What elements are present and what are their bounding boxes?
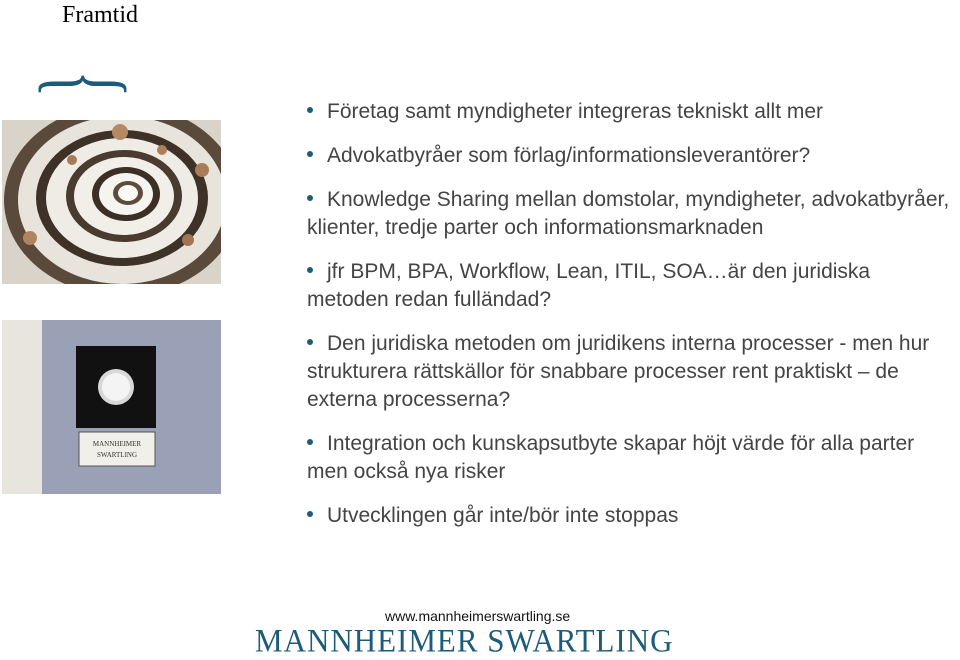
bullet-item [307,258,957,314]
bullet-text: jfr BPM, BPA, Workflow, Lean, ITIL, SOA…är den juridiska metoden redan fulländad? [307,260,871,311]
spiral-staircase-photo [2,120,221,284]
bullet-text: Advokatbyråer som förlag/informationsleverantörer? [327,144,811,167]
plate-text-line1: MANNHEIMER [92,440,142,448]
bullet-dot-icon [307,107,313,113]
bullet-dot-icon [307,267,313,273]
bullet-item [307,430,957,486]
bullet-dot-icon [307,195,313,201]
bullet-dot-icon [307,439,313,445]
bullet-text: Integration och kunskapsutbyte skapar höjt värde för alla parter men också nya risker [307,432,915,483]
slide-title: Framtid [62,2,138,28]
bullet-item [307,502,957,530]
bullet-item [307,330,957,414]
bullet-text: Den juridiska metoden om juridikens interna processer - men hur strukturera rättskällor för snabbare processer rent praktiskt – de externa processerna? [307,332,930,411]
bullet-text: Företag samt myndigheter integreras tekniskt allt mer [327,100,824,123]
bullet-list [307,98,957,546]
bullet-dot-icon [307,511,313,517]
bullet-text: Knowledge Sharing mellan domstolar, myndigheter, advokatbyråer, klienter, tredje parter och informationsmarknaden [307,188,950,239]
bullet-item [307,186,957,242]
curly-brace-icon: { [27,70,146,98]
footer-url-link[interactable]: www.mannheimerswartling.se [385,608,571,624]
door-plate-photo [2,320,221,494]
bullet-text: Utvecklingen går inte/bör inte stoppas [327,504,679,527]
bullet-dot-icon [307,339,313,345]
brand-logo-text: MANNHEIMER SWARTLING [255,622,674,659]
bullet-item [307,142,957,170]
plate-text-line2: SWARTLING [96,451,138,459]
bullet-item [307,98,957,126]
bullet-dot-icon [307,151,313,157]
